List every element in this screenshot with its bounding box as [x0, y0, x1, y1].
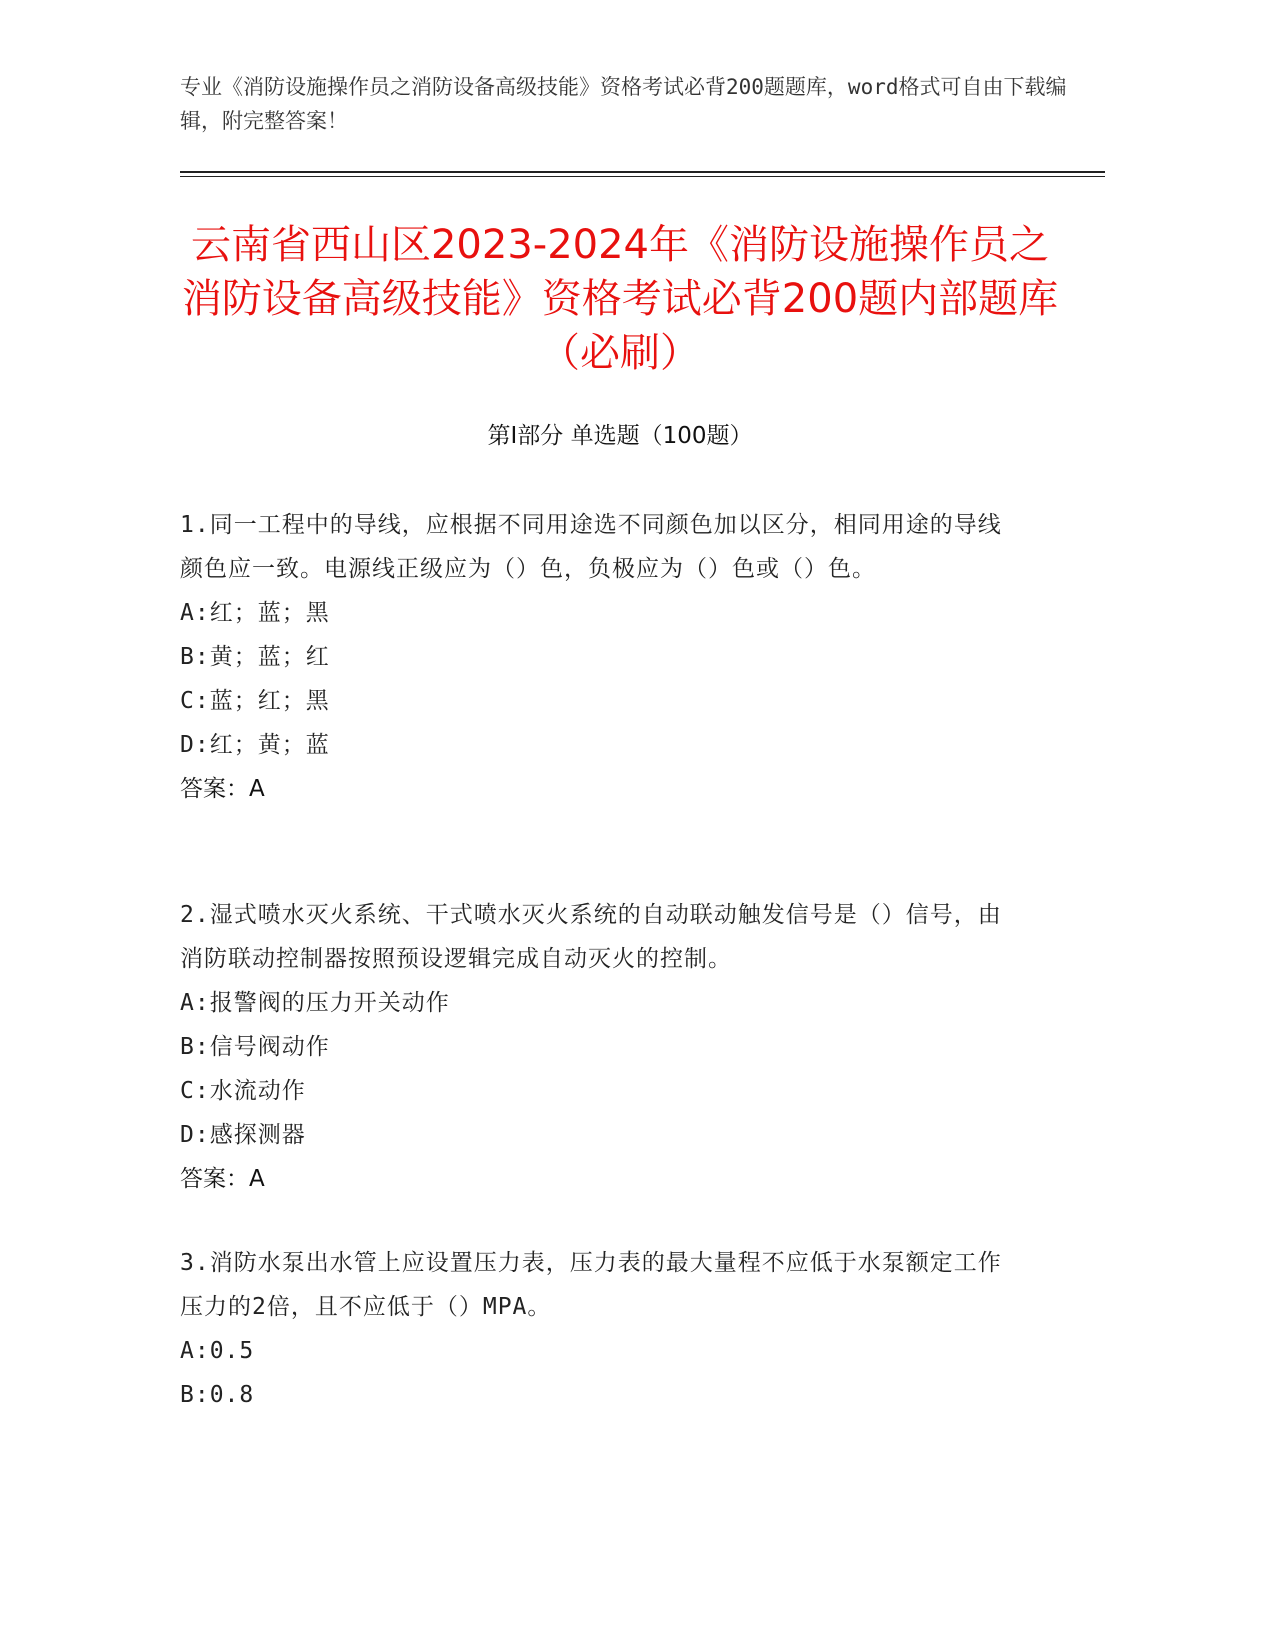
question-stem: 3.消防水泵出水管上应设置压力表，压力表的最大量程不应低于水泵额定工作压力的2倍，且不应低于（）MPA。 [180, 1250, 1002, 1320]
option-c: C:蓝；红；黑 [180, 688, 330, 714]
document-title: 云南省西山区2023-2024年《消防设施操作员之消防设备高级技能》资格考试必背200题内部题库（必刷） [181, 222, 1059, 376]
answer: 答案：A [180, 776, 265, 802]
question-stem: 1.同一工程中的导线，应根据不同用途选不同颜色加以区分，相同用途的导线颜色应一致。电源线正级应为（）色，负极应为（）色或（）色。 [180, 512, 1002, 582]
header-note: 专业《消防设施操作员之消防设备高级技能》资格考试必背200题题库，word格式可自由下载编辑，附完整答案！ [180, 75, 1067, 133]
option-b: B:信号阀动作 [180, 1034, 330, 1060]
question-2 [180, 893, 1020, 1201]
header-divider-thick [180, 171, 1105, 173]
option-a: A:0.5 [180, 1338, 255, 1364]
header-divider-thin [180, 176, 1105, 177]
option-b: B:0.8 [180, 1382, 255, 1408]
option-d: D:感探测器 [180, 1122, 306, 1148]
question-stem: 2.湿式喷水灭火系统、干式喷水灭火系统的自动联动触发信号是（）信号，由消防联动控制器按照预设逻辑完成自动灭火的控制。 [180, 902, 1002, 972]
question-1 [180, 503, 1020, 811]
question-3 [180, 1241, 1020, 1417]
section-heading: 第Ⅰ部分 单选题（100题） [487, 423, 753, 449]
option-d: D:红；黄；蓝 [180, 732, 330, 758]
option-a: A:红；蓝；黑 [180, 600, 330, 626]
option-b: B:黄；蓝；红 [180, 644, 330, 670]
option-a: A:报警阀的压力开关动作 [180, 990, 450, 1016]
option-c: C:水流动作 [180, 1078, 306, 1104]
answer: 答案：A [180, 1166, 265, 1192]
